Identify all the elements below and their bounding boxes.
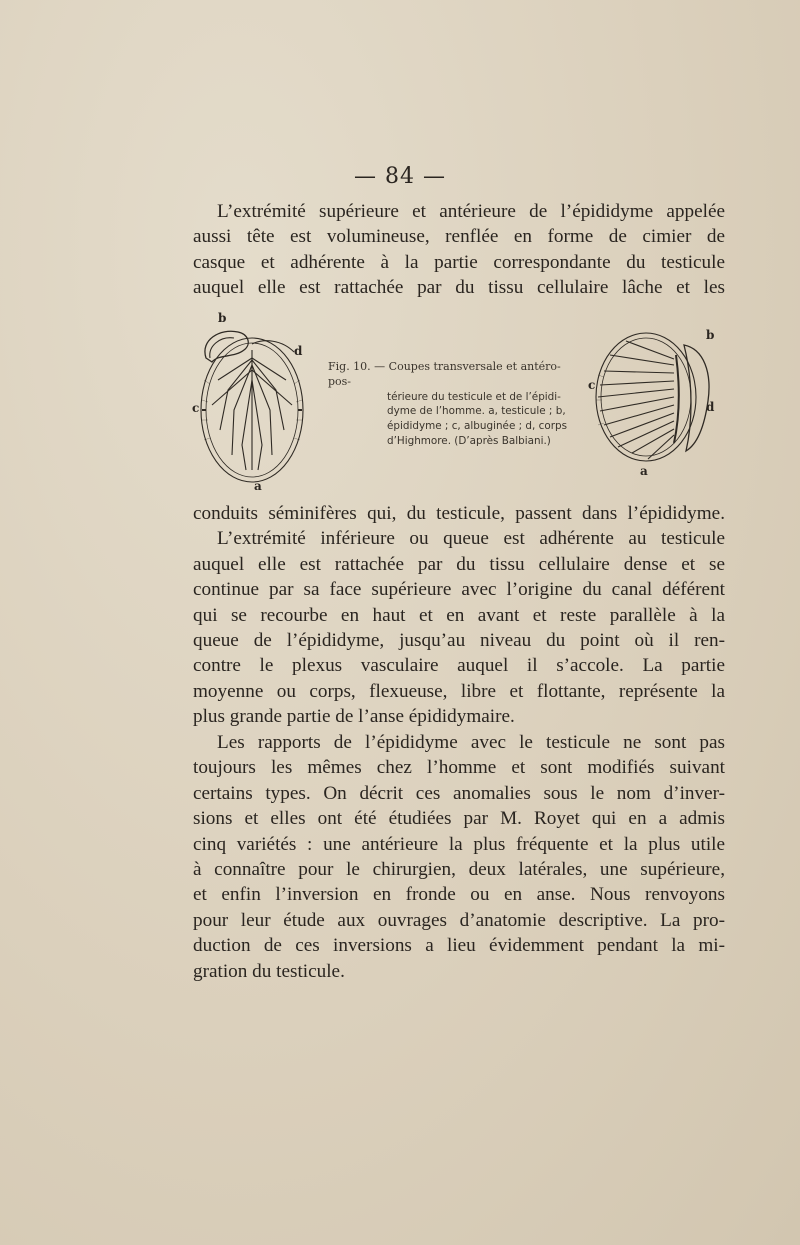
text-line: Les rapports de l’épididyme avec le testicule ne sont pas xyxy=(217,732,725,753)
label-d: d xyxy=(294,344,303,358)
text-line: qui se recourbe en haut et en avant et reste parallèle à la xyxy=(193,604,725,626)
label-a: a xyxy=(640,464,648,478)
label-c: c xyxy=(192,401,200,415)
text-line: auquel elle est rattachée par du tissu cellulaire dense et se xyxy=(193,553,725,575)
text-line: L’extrémité supérieure et antérieure de l’épididyme appelée xyxy=(217,201,725,222)
paragraph-3 xyxy=(193,730,725,984)
testicle-transverse-section-illustration xyxy=(190,310,315,490)
text-line: gration du testicule. xyxy=(193,960,345,982)
text-line: casque et adhérente à la partie correspondante du testicule xyxy=(193,251,725,273)
text-line: auquel elle est rattachée par du tissu cellulaire lâche et les xyxy=(193,277,725,299)
figure-caption xyxy=(328,360,578,449)
text-line: cinq variétés : une antérieure la plus fréquente et la plus utile xyxy=(193,833,725,855)
text-line: toujours les mêmes chez l’homme et sont modifiés suivant xyxy=(193,757,725,779)
text-line: continue par sa face supérieure avec l’origine du canal déférent xyxy=(193,579,725,601)
page-number: — 84 — xyxy=(354,164,446,189)
testicle-anteroposterior-section-illustration xyxy=(588,325,723,480)
text-line: conduits séminifères qui, du testicule, passent dans l’épididyme. xyxy=(193,503,725,524)
text-line: contre le plexus vasculaire auquel il s’accole. La partie xyxy=(193,655,725,677)
caption-line: épididyme ; c, albuginée ; d, corps xyxy=(387,420,567,433)
text-line: à connaître pour le chirurgien, deux latérales, une supérieure, xyxy=(193,859,725,881)
label-a: a xyxy=(254,479,262,490)
text-line: certains types. On décrit ces anomalies sous le nom d’inver- xyxy=(193,782,725,804)
label-c: c xyxy=(588,378,596,392)
caption-line: d’Highmore. (D’après Balbiani.) xyxy=(387,434,551,447)
caption-line: térieure du testicule et de l’épidi- xyxy=(387,390,561,403)
label-b: b xyxy=(706,328,715,342)
text-line: plus grande partie de l’anse épididymaire. xyxy=(193,706,515,728)
text-line: moyenne ou corps, flexueuse, libre et flottante, représente la xyxy=(193,680,725,702)
text-line: queue de l’épididyme, jusqu’au niveau du point où il ren- xyxy=(193,630,725,652)
text-line: duction de ces inversions a lieu évidemment pendant la mi- xyxy=(193,935,725,957)
text-line: aussi tête est volumineuse, renflée en forme de cimier de xyxy=(193,226,725,248)
label-d: d xyxy=(706,400,715,414)
caption-line: Fig. 10. — Coupes transversale et antéro-pos- xyxy=(328,360,561,388)
caption-line: dyme de l’homme. a, testicule ; b, xyxy=(387,405,566,418)
paragraph-1 xyxy=(193,199,725,301)
figure-10 xyxy=(190,310,730,495)
label-b: b xyxy=(218,311,227,325)
paragraph-2 xyxy=(193,501,725,730)
text-line: pour leur étude aux ouvrages d’anatomie descriptive. La pro- xyxy=(193,909,725,931)
text-line: sions et elles ont été étudiées par M. Royet qui en a admis xyxy=(193,808,725,830)
text-line: et enfin l’inversion en fronde ou en anse. Nous renvoyons xyxy=(193,884,725,906)
text-line: L’extrémité inférieure ou queue est adhérente au testicule xyxy=(217,528,725,550)
